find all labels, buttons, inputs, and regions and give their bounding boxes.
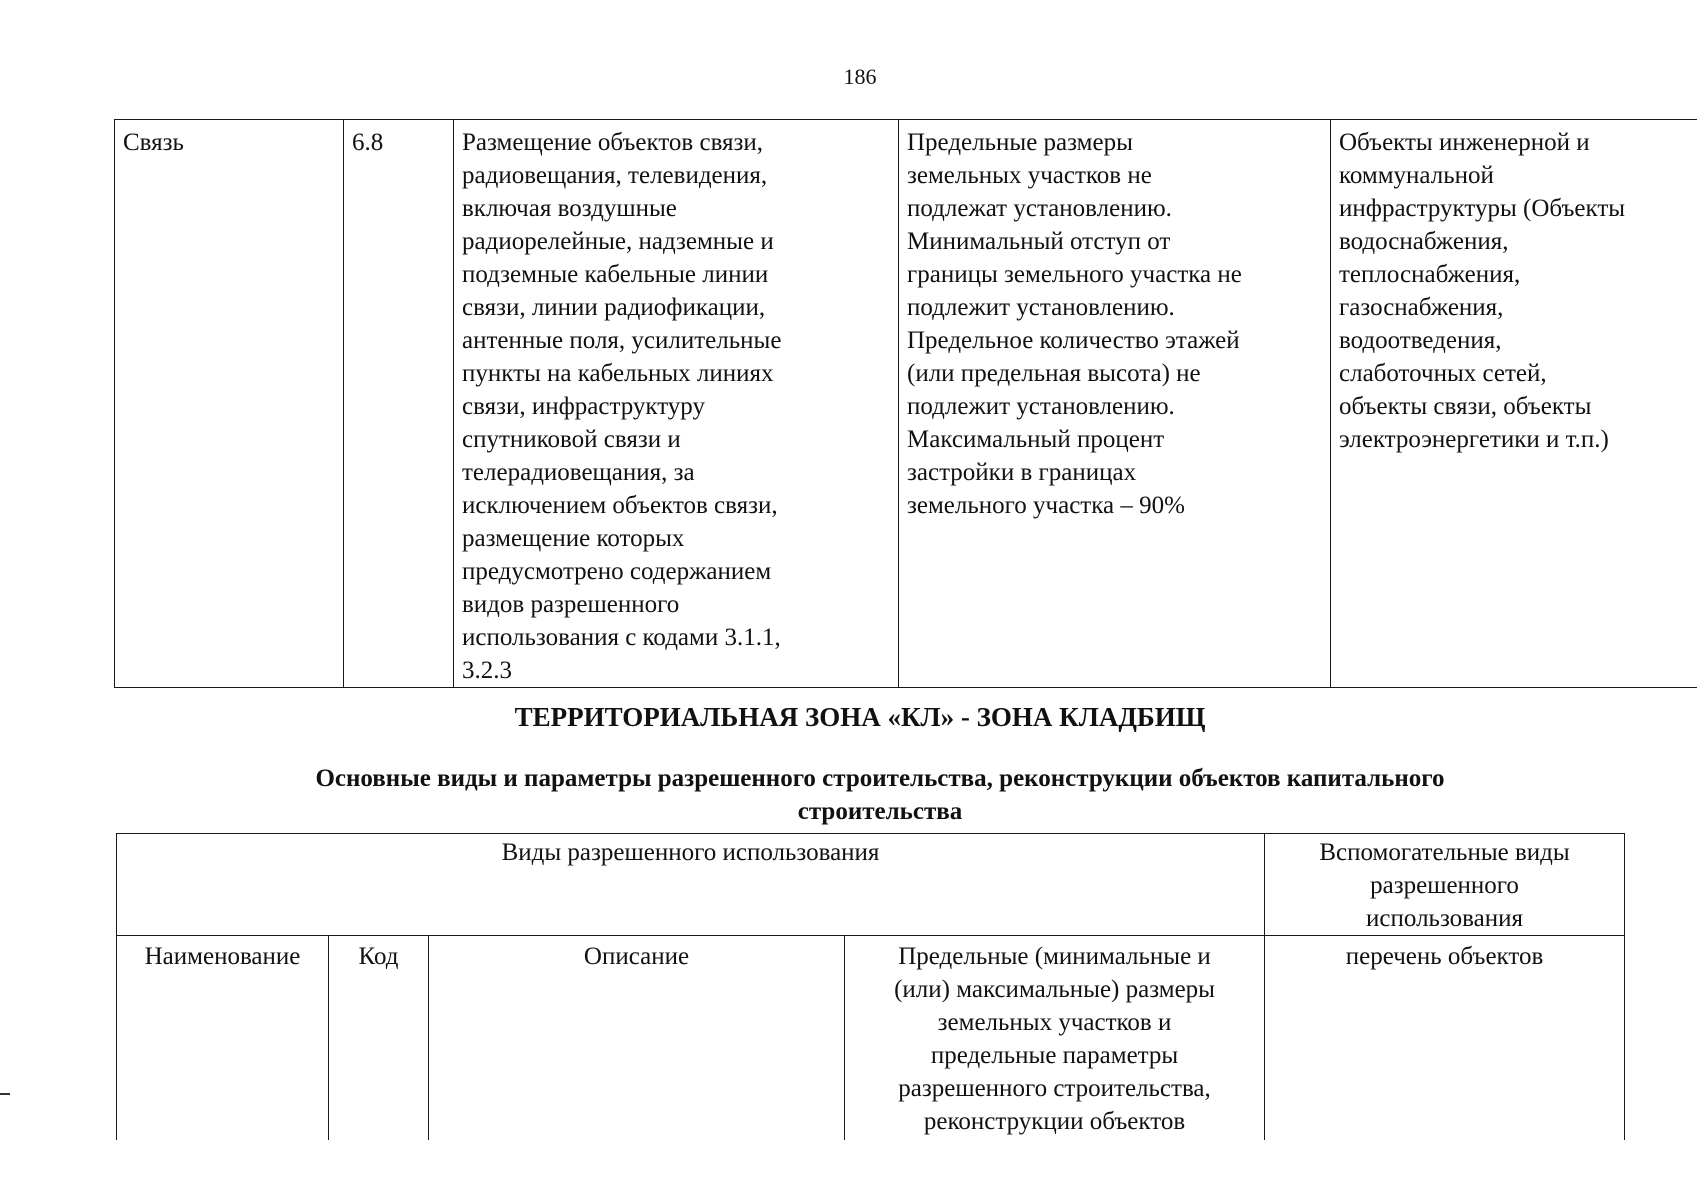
column-header-name: Наименование xyxy=(117,936,329,1141)
column-header-object-list: перечень объектов xyxy=(1265,936,1625,1141)
use-code-cell: 6.8 xyxy=(344,120,454,688)
auxiliary-uses-header: Вспомогательные виды разрешенного использования xyxy=(1265,834,1625,936)
permitted-uses-header: Виды разрешенного использования xyxy=(117,834,1265,936)
continuation-table xyxy=(114,119,1697,688)
use-name-cell: Связь xyxy=(115,120,344,688)
table-row xyxy=(115,120,1697,688)
column-header-parameters: Предельные (минимальные и (или) максимальные) размеры земельных участков и предельные параметры разрешенного строительства, реконструкции объектов xyxy=(845,936,1265,1141)
use-description-cell: Размещение объектов связи, радиовещания, телевидения, включая воздушные радиорелейные, надземные и подземные кабельные линии связи, линии радиофикации, антенные поля, усилительные пункты на кабельных линиях связи, инфраструктуру спутниковой связи и телерадиовещания, за исключением объектов связи, размещение которых предусмотрено содержанием видов разрешенного использования с кодами 3.1.1, 3.2.3 xyxy=(454,120,899,688)
auxiliary-uses-cell: Объекты инженерной и коммунальной инфраструктуры (Объекты водоснабжения, теплоснабжения, газоснабжения, водоотведения, слаботочных сетей, объекты связи, объекты электроэнергетики и т.п.) xyxy=(1331,120,1697,688)
column-header-code: Код xyxy=(329,936,429,1141)
scan-mark xyxy=(0,1093,10,1095)
table-header-row xyxy=(117,834,1625,936)
page-number: 186 xyxy=(843,64,877,89)
zone-title: ТЕРРИТОРИАЛЬНАЯ ЗОНА «КЛ» - ЗОНА КЛАДБИЩ xyxy=(514,702,1206,732)
use-parameters-cell: Предельные размеры земельных участков не подлежат установлению. Минимальный отступ от границы земельного участка не подлежит установлению. Предельное количество этажей (или предельная высота) не подлежит установлению. Максимальный процент застройки в границах земельного участка – 90% xyxy=(899,120,1331,688)
table-column-headers-row xyxy=(117,936,1625,1141)
column-header-description: Описание xyxy=(429,936,845,1141)
section-title: Основные виды и параметры разрешенного строительства, реконструкции объектов капитального строительства xyxy=(315,765,1445,825)
zone-permitted-uses-table xyxy=(116,833,1625,1140)
